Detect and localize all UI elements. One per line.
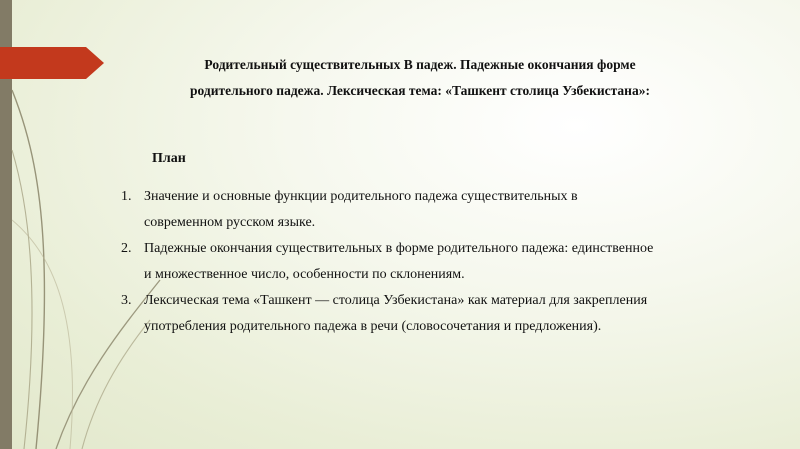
- title-arrow-shape: [0, 47, 104, 79]
- title-line: родительного падежа. Лексическая тема: «Ташкент столица Узбекистана»:: [190, 83, 650, 98]
- plan-item-line: и множественное число, особенности по склонениям.: [144, 267, 465, 282]
- plan-item-line: употребления родительного падежа в речи (словосочетания и предложения).: [144, 319, 602, 334]
- plan-item-line: Лексическая тема «Ташкент — столица Узбекистана» как материал для закрепления: [144, 293, 648, 308]
- plan-item-line: Значение и основные функции родительного падежа существительных в: [144, 189, 578, 204]
- plan-item: [121, 236, 701, 288]
- plan-item-line: современном русском языке.: [144, 215, 316, 230]
- title-line: Родительный существительных В падеж. Падежные окончания форме: [204, 57, 636, 72]
- plan-item-number: 2.: [121, 241, 132, 256]
- plan-heading: План: [152, 151, 186, 166]
- plan-item: [121, 288, 701, 340]
- slide-title: [150, 52, 690, 104]
- plan-list: [121, 184, 701, 340]
- plan-item-line: Падежные окончания существительных в форме родительного падежа: единственное: [144, 241, 654, 256]
- plan-item-number: 1.: [121, 189, 132, 204]
- plan-item-number: 3.: [121, 293, 132, 308]
- plan-item: [121, 184, 701, 236]
